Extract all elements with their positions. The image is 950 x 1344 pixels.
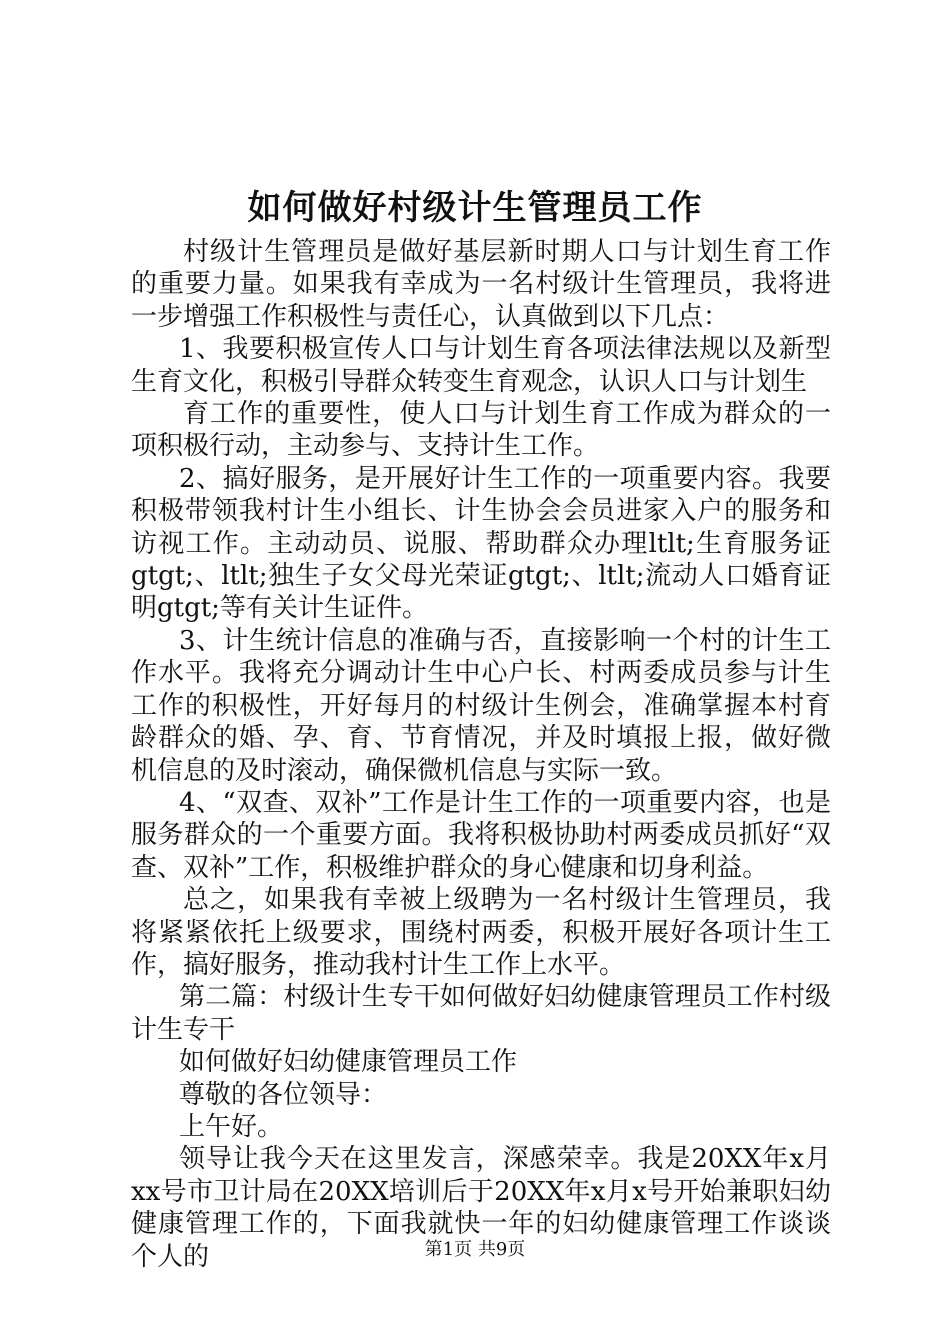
page-footer: 第1页 共9页 [424,1239,526,1260]
document-body [131,236,831,1273]
paragraph-point-1: 1、我要积极宣传人口与计划生育各项法律法规以及新型生育文化，积极引导群众转变生育观念，认识人口与计划生 [131,334,831,397]
section-heading-second: 第二篇：村级计生专干如何做好妇幼健康管理员工作村级计生专干 [131,982,831,1045]
paragraph-point-3: 3、计生统计信息的准确与否，直接影响一个村的计生工作水平。我将充分调动计生中心户长、村两委成员参与计生工作的积极性，开好每月的村级计生例会，准确掌握本村育龄群众的婚、孕、育、节育情况，并及时填报上报，做好微机信息的及时滚动，确保微机信息与实际一致。 [131,625,831,786]
paragraph-point-1-continued: 育工作的重要性，使人口与计划生育工作成为群众的一项积极行动，主动参与、支持计生工作。 [131,399,831,462]
document-title: 如何做好村级计生管理员工作 [247,188,703,228]
section-subtitle: 如何做好妇幼健康管理员工作 [179,1047,518,1078]
paragraph-point-4: 4、“双查、双补”工作是计生工作的一项重要内容，也是服务群众的一个重要方面。我将积极协助村两委成员抓好“双查、双补”工作，积极维护群众的身心健康和切身利益。 [131,787,831,883]
paragraph-speech-opening: 领导让我今天在这里发言，深感荣幸。我是20XX年x月xx号市卫计局在20XX培训后于20XX年x月x号开始兼职妇幼健康管理工作的，下面我就快一年的妇幼健康管理工作谈谈个人的 [131,1144,831,1272]
paragraph-point-2: 2、搞好服务，是开展好计生工作的一项重要内容。我要积极带领我村计生小组长、计生协会会员进家入户的服务和访视工作。主动动员、说服、帮助群众办理ltlt;生育服务证gtgt;、ltlt;独生子女父母光荣证gtgt;、ltlt;流动人口婚育证明gtgt;等有关计生证件。 [131,463,831,624]
paragraph-intro: 村级计生管理员是做好基层新时期人口与计划生育工作的重要力量。如果我有幸成为一名村级计生管理员，我将进一步增强工作积极性与责任心，认真做到以下几点： [131,237,831,332]
salutation: 尊敬的各位领导： [179,1079,388,1110]
greeting: 上午好。 [179,1111,284,1142]
paragraph-summary: 总之，如果我有幸被上级聘为一名村级计生管理员，我将紧紧依托上级要求，围绕村两委，积极开展好各项计生工作，搞好服务，推动我村计生工作上水平。 [131,885,831,980]
